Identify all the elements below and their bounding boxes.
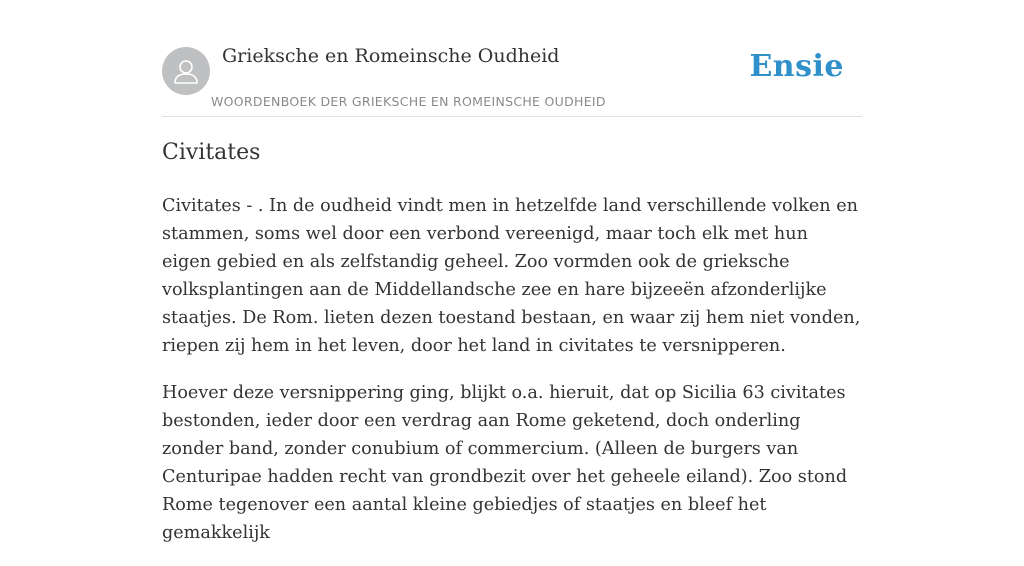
article-paragraph: Hoever deze versnippering ging, blijkt o.a. hieruit, dat op Sicilia 63 civitates bestonden, ieder door een verdrag aan Rome geketend, doch onderling zonder band, zonder conubium of commercium. (Alleen de burgers van Centuripae hadden recht van grondbezit over het geheele eiland). Zoo stond Rome tegenover een aantal kleine gebiedjes of staatjes en bleef het gemakkelijk bbox=[162, 383, 848, 543]
avatar[interactable] bbox=[162, 47, 210, 95]
article-body bbox=[162, 192, 862, 566]
content-container bbox=[162, 0, 862, 543]
article-paragraph: Civitates - . In de oudheid vindt men in hetzelfde land verschillende volken en stammen, soms wel door een verbond vereenigd, maar toch elk met hun eigen gebied en als zelfstandig geheel. Zoo vormden ook de grieksche volksplantingen aan de Middellandsche zee en hare bijzeeën afzonderlijke staatjes. De Rom. lieten dezen toestand bestaan, en waar zij hem niet vonden, riepen zij hem in het leven, door het land in civitates te versnipperen. bbox=[162, 196, 861, 356]
article-title: Civitates bbox=[162, 140, 261, 165]
source-title-link[interactable]: Grieksche en Romeinsche Oudheid bbox=[222, 45, 560, 67]
ensie-logo[interactable]: Ensie bbox=[749, 49, 844, 84]
user-placeholder-icon bbox=[171, 56, 201, 86]
source-header bbox=[162, 0, 862, 117]
source-subtitle: WOORDENBOEK DER GRIEKSCHE EN ROMEINSCHE OUDHEID bbox=[211, 94, 606, 109]
